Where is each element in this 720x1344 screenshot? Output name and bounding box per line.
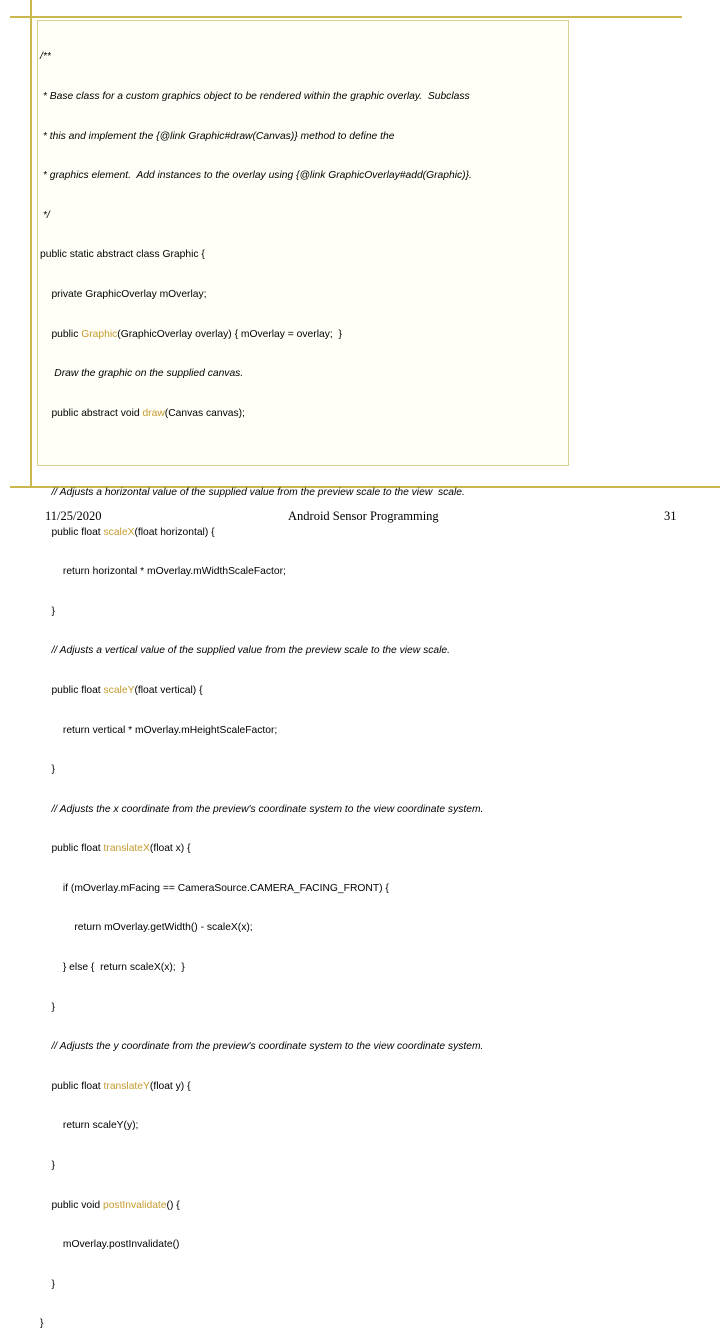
code-line: } — [40, 605, 55, 617]
code-line: // Adjusts a horizontal value of the supplied value from the preview scale to the view scale. — [40, 486, 465, 498]
code-line: * Base class for a custom graphics object to be rendered within the graphic overlay. Subclass — [40, 91, 470, 102]
code-block — [40, 24, 483, 1344]
code-line: // Adjusts the x coordinate from the preview's coordinate system to the view coordinate system. — [40, 803, 484, 815]
code-line: // Adjusts the y coordinate from the preview's coordinate system to the view coordinate system. — [40, 1041, 484, 1053]
method-name: postInvalidate — [102, 1199, 167, 1211]
method-name: scaleX — [103, 526, 135, 538]
code-line: * graphics element. Add instances to the overlay using {@link GraphicOverlay#add(Graphic)}. — [40, 170, 472, 182]
code-line: return scaleY(y); — [40, 1120, 139, 1132]
code-line: public float translateX(float x) { — [40, 843, 191, 855]
code-line: return vertical * mOverlay.mHeightScaleFactor; — [40, 724, 278, 736]
method-name: Graphic — [81, 328, 118, 340]
code-line: public void postInvalidate() { — [40, 1199, 180, 1211]
code-line: } — [40, 1318, 44, 1330]
top-divider — [10, 16, 682, 18]
code-line: public static abstract class Graphic { — [40, 249, 205, 261]
code-line: } — [40, 764, 55, 776]
code-line: public abstract void draw(Canvas canvas); — [40, 407, 245, 419]
method-name: translateX — [103, 843, 150, 855]
footer-title: Android Sensor Programming — [288, 509, 439, 523]
code-line: public float scaleX(float horizontal) { — [40, 526, 215, 538]
code-line: public float scaleY(float vertical) { — [40, 684, 203, 696]
footer-date: 11/25/2020 — [45, 509, 102, 523]
code-line: public Graphic(GraphicOverlay overlay) { mOverlay = overlay; } — [40, 328, 342, 340]
code-line: mOverlay.postInvalidate() — [40, 1239, 180, 1251]
code-line: return mOverlay.getWidth() - scaleX(x); — [40, 922, 253, 934]
code-line: return horizontal * mOverlay.mWidthScaleFactor; — [40, 566, 286, 578]
code-line: } — [40, 1278, 55, 1290]
code-line: /** — [40, 51, 51, 63]
method-name: scaleY — [103, 684, 135, 696]
code-line: // Adjusts a vertical value of the supplied value from the preview scale to the view scale. — [40, 645, 450, 657]
code-line: } else { return scaleX(x); } — [40, 962, 185, 974]
code-line: */ — [40, 209, 50, 221]
code-line: * this and implement the {@link Graphic#draw(Canvas)} method to define the — [40, 130, 395, 142]
code-line: private GraphicOverlay mOverlay; — [40, 288, 207, 300]
method-name: translateY — [103, 1080, 150, 1092]
left-divider — [30, 0, 32, 488]
code-line — [40, 446, 483, 459]
method-name: draw — [142, 407, 165, 419]
code-line: Draw the graphic on the supplied canvas. — [40, 368, 244, 380]
code-line: } — [40, 1160, 55, 1172]
code-line: public float translateY(float y) { — [40, 1080, 191, 1092]
code-line: } — [40, 1001, 55, 1013]
page-number: 31 — [664, 509, 677, 523]
code-line: if (mOverlay.mFacing == CameraSource.CAMERA_FACING_FRONT) { — [40, 882, 389, 894]
